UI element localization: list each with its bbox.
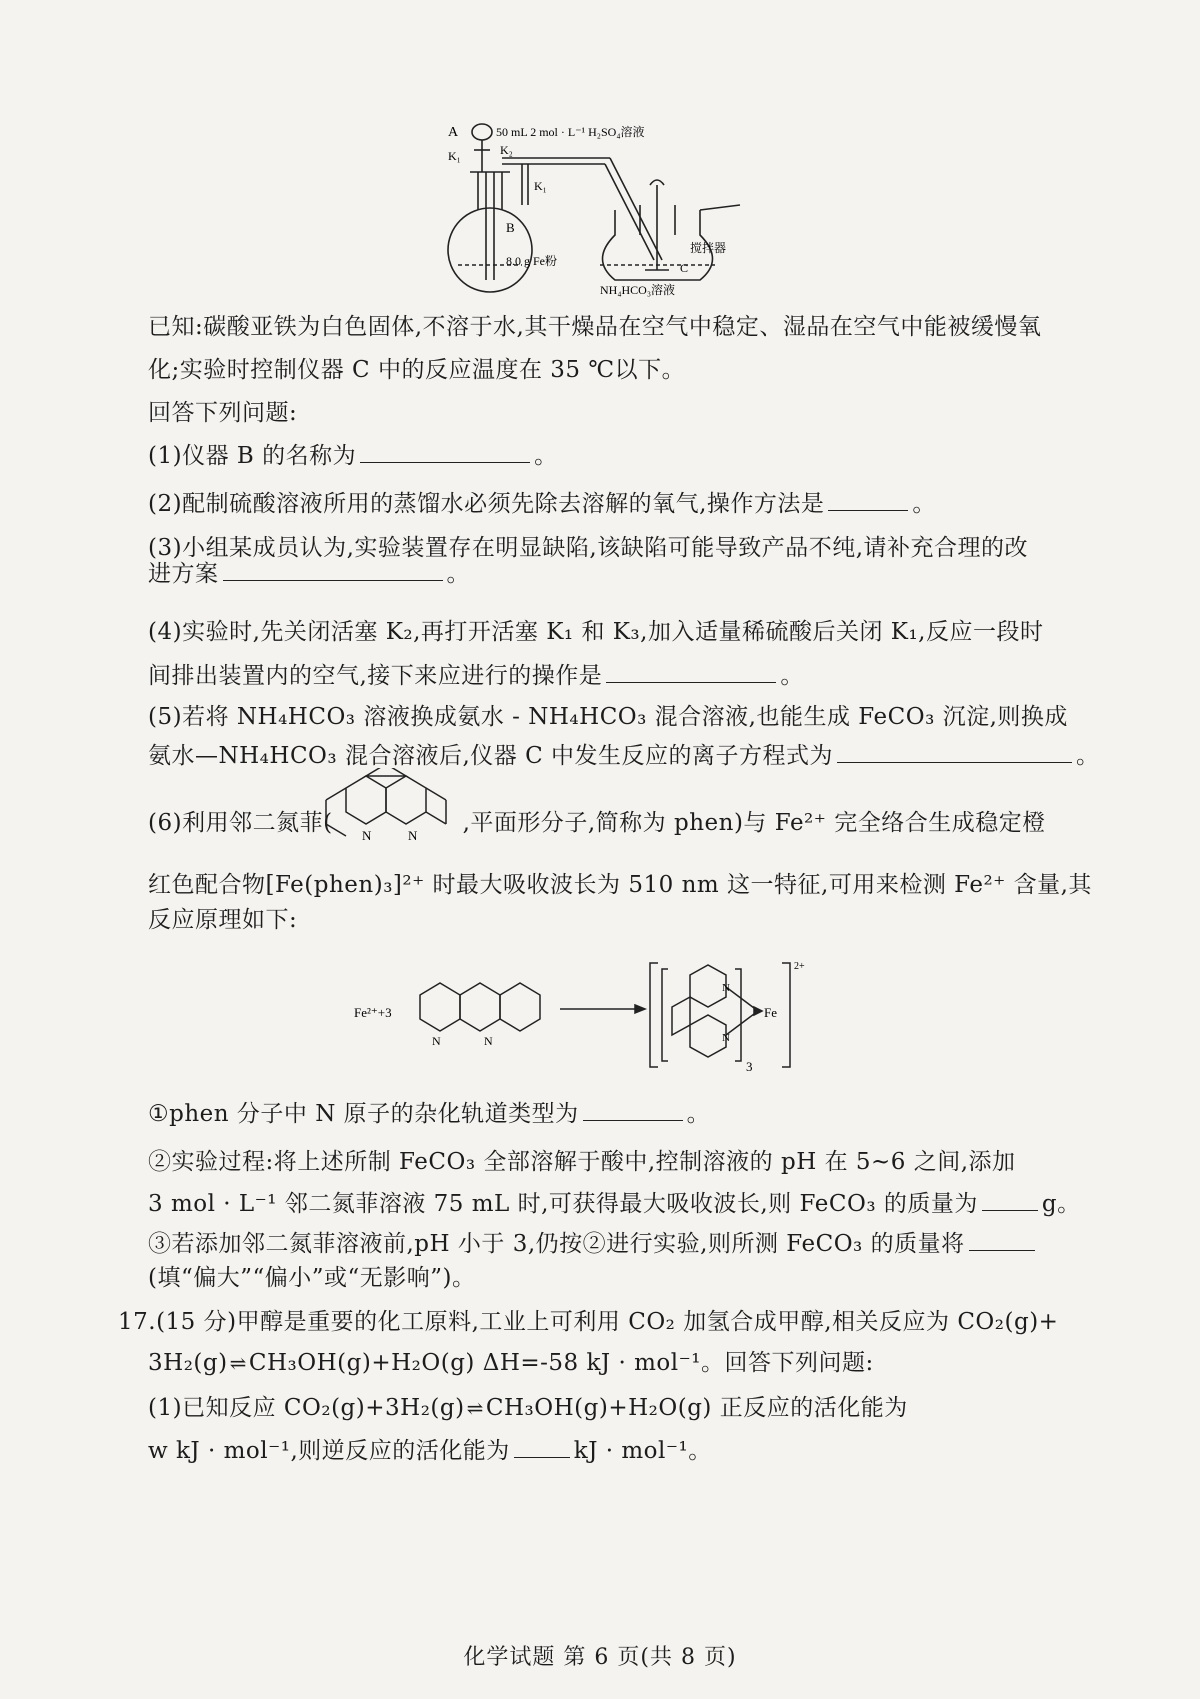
label-stirrer: 搅拌器	[690, 241, 727, 255]
question-17-line-3: (1)已知反应 CO₂(g)+3H₂(g) ⇌CH₃OH(g)+H₂O(g) 正反应的活化能为	[148, 1395, 908, 1421]
reaction-subscript-3: 3	[746, 1059, 753, 1074]
phen-n-right: N	[408, 828, 418, 843]
known-line-2: 化;实验时控制仪器 C 中的反应温度在 35 ℃以下。	[148, 357, 686, 383]
question-5-line-2: 氨水—NH₄HCO₃ 混合溶液后,仪器 C 中发生反应的离子方程式为 。	[148, 740, 1099, 771]
question-3-line-1: (3)小组某成员认为,实验装置存在明显缺陷,该缺陷可能导致产品不纯,请补充合理的改	[148, 535, 1029, 561]
page-footer: 化学试题 第 6 页(共 8 页)	[463, 1645, 737, 1670]
label-fe-powder: 8.0 g Fe粉	[506, 254, 558, 268]
funnel-bulb	[472, 124, 492, 140]
equilibrium-arrow-icon: ⇌	[466, 1396, 484, 1420]
answer-blank-6-1[interactable]	[583, 1098, 683, 1121]
question-1: (1)仪器 B 的名称为 。	[148, 440, 558, 471]
reaction-n-b: N	[484, 1034, 493, 1048]
question-6-sub-2-line-1: ②实验过程:将上述所制 FeCO₃ 全部溶解于酸中,控制溶液的 pH 在 5~6 之间,添加	[148, 1149, 1016, 1175]
known-line-1: 已知:碳酸亚铁为白色固体,不溶于水,其干燥品在空气中稳定、湿品在空气中能被缓慢氧	[148, 314, 1042, 340]
question-17-line-2: 3H₂(g) ⇌CH₃OH(g)+H₂O(g) ΔH=-58 kJ · mol⁻¹。回答下列问题:	[148, 1350, 874, 1376]
reaction-fe-plus-3: Fe²⁺+3	[354, 1005, 392, 1020]
question-4-line-1: (4)实验时,先关闭活塞 K₂,再打开活塞 K₁ 和 K₃,加入适量稀硫酸后关闭 K₁,反应一段时	[148, 619, 1044, 645]
question-2: (2)配制硫酸溶液所用的蒸馏水必须先除去溶解的氧气,操作方法是 。	[148, 488, 936, 519]
label-acid: 50 mL 2 mol · L⁻¹ H₂SO₄溶液	[496, 125, 645, 139]
question-6-sub-3-line-1: ③若添加邻二氮菲溶液前,pH 小于 3,仍按②进行实验,则所测 FeCO₃ 的质量将	[148, 1228, 1039, 1259]
label-nh4hco3: NH₄HCO₃溶液	[600, 283, 676, 297]
question-6-sub-2-line-2: 3 mol · L⁻¹ 邻二氮菲溶液 75 mL 时,可获得最大吸收波长,则 FeCO₃ 的质量为 g。	[148, 1188, 1081, 1219]
reaction-scheme	[350, 955, 850, 1090]
equilibrium-arrow-icon: ⇌	[229, 1351, 247, 1375]
question-4-line-2: 间排出装置内的空气,接下来应进行的操作是 。	[148, 660, 804, 691]
question-6-sub-3-line-2: (填“偏大”“偏小”或“无影响”)。	[148, 1265, 476, 1291]
answer-blank-6-3[interactable]	[969, 1228, 1035, 1251]
phen-structure	[322, 768, 458, 848]
answer-blank-2[interactable]	[828, 488, 908, 511]
label-k3: K₁	[534, 179, 547, 193]
phen-n-left: N	[362, 828, 372, 843]
complex-n-bottom: N	[722, 1032, 730, 1044]
known-line-3: 回答下列问题:	[148, 400, 298, 426]
question-6-sub-1: ①phen 分子中 N 原子的杂化轨道类型为 。	[148, 1098, 710, 1129]
label-b: B	[506, 220, 515, 235]
question-5-line-1: (5)若将 NH₄HCO₃ 溶液换成氨水 - NH₄HCO₃ 混合溶液,也能生成 FeCO₃ 沉淀,则换成	[148, 704, 1068, 730]
reaction-n-a: N	[432, 1034, 441, 1048]
answer-blank-3[interactable]	[223, 558, 443, 581]
answer-blank-1[interactable]	[360, 440, 530, 463]
question-17-line-4: w kJ · mol⁻¹,则逆反应的活化能为 kJ · mol⁻¹。	[148, 1435, 712, 1466]
question-6-line-2: 红色配合物[Fe(phen)₃]²⁺ 时最大吸收波长为 510 nm 这一特征,可用来检测 Fe²⁺ 含量,其	[148, 872, 1092, 898]
label-k1: K₁	[448, 149, 461, 163]
label-a: A	[448, 125, 459, 140]
apparatus-diagram	[440, 110, 760, 310]
answer-blank-17-1[interactable]	[514, 1435, 570, 1458]
complex-n-top: N	[722, 982, 730, 994]
question-3-line-2: 进方案 。	[148, 558, 470, 589]
flask-b	[448, 208, 532, 292]
answer-blank-5[interactable]	[837, 740, 1072, 763]
question-6-line-3: 反应原理如下:	[148, 907, 298, 933]
label-k2: K₂	[500, 143, 513, 157]
question-6-line-1: (6)利用邻二氮菲( ,平面形分子,简称为 phen)与 Fe²⁺ 完全络合生成稳定橙	[148, 810, 1046, 836]
reaction-charge: 2+	[794, 961, 805, 972]
reaction-fe-center: Fe	[764, 1005, 777, 1020]
question-17-line-1: 17.(15 分)甲醇是重要的化工原料,工业上可利用 CO₂ 加氢合成甲醇,相关反应为 CO₂(g)+	[118, 1309, 1059, 1335]
label-c: C	[680, 261, 689, 275]
answer-blank-4[interactable]	[606, 660, 776, 683]
answer-blank-6-2[interactable]	[982, 1188, 1038, 1211]
